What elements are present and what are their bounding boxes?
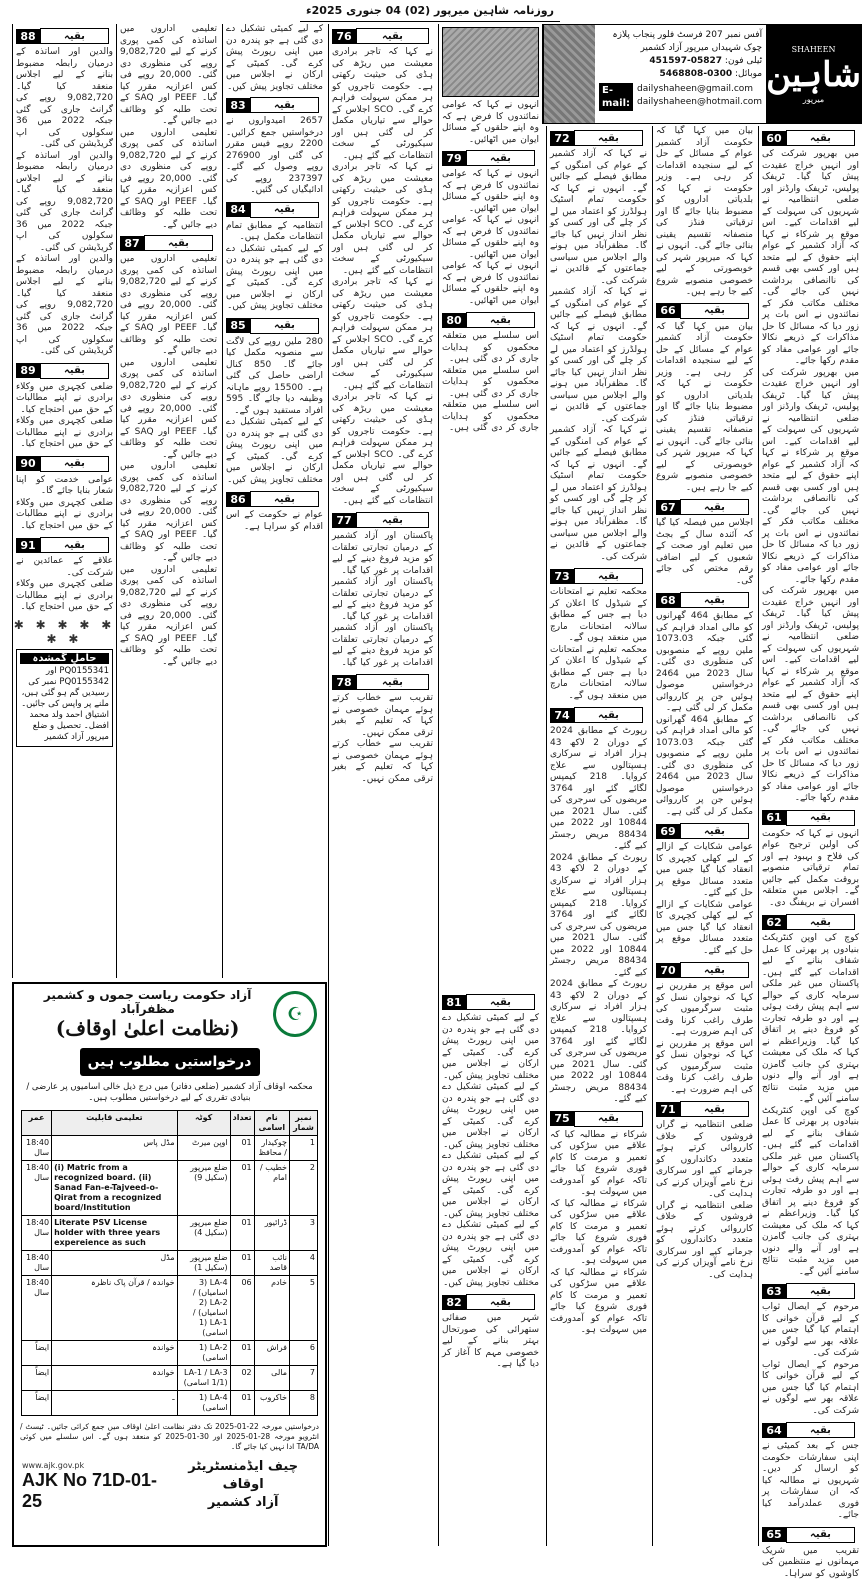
block-67: بقیہ 67 اجلاس میں فیصلہ کیا گیا کہ آئندہ سال کے بجٹ میں تعلیم اور صحت کے شعبوں کے لیے اضافی رقم مختص کی جائے گی۔ (653, 498, 756, 587)
block-77: بقیہ 77 پاکستان اور آزاد کشمیر کے درمیان تجارتی تعلقات کو مزید فروغ دینے کے لیے اقدامات پر غور کیا گیا۔ پاکستان اور آزاد کشمیر کے درمیان تجارتی تعلقات کو مزید فروغ دینے کے لیے اقدامات پر غور کیا گیا۔ پاکستان اور آزاد کشمیر کے درمیان تجارتی تعلقات کو مزید فروغ دینے کے لیے اقدامات پر غور کیا گیا۔ (329, 511, 436, 669)
column-4b-lower (438, 990, 542, 1546)
block-79: بقیہ 79 انہوں نے کہا کہ عوامی نمائندوں کا فرض ہے کہ وہ اپنے حلقوں کے مسائل ایوان میں اٹھائیں۔ انہوں نے کہا کہ عوامی نمائندوں کا فرض ہے کہ وہ اپنے حلقوں کے مسائل ایوان میں اٹھائیں۔ انہوں نے کہا کہ عوامی نمائندوں کا فرض ہے کہ وہ اپنے حلقوں کے مسائل ایوان میں اٹھائیں۔ (439, 149, 542, 307)
table-row: 4 نائب قاصد 01 ضلع میرپور (سکیل 1) مڈل 18:40 سال (22, 1251, 318, 1276)
block-83: بقیہ 83 2657 امیدواروں نے درخواستیں جمع کرائیں۔ 2200 روپے فیس مقرر کی گئی اور 276900 روپے وصول کیے گئے۔ 237397 روپے کی ادائیگیاں کی گئیں۔ (223, 96, 326, 197)
block-60: بقیہ 60 میں بھرپور شرکت کی اور انہیں خراج عقیدت پیش کیا گیا۔ ٹریفک پولیس، ٹریفک وارڈنز اور ضلعی انتظامیہ نے شہریوں کی سہولت کے لیے اقدامات کیے۔ اس موقع پر شرکاء نے کہا کہ آزاد کشمیر کے عوام اپنے حقوق کے لیے متحد ہیں اور کسی بھی قسم کی ناانصافی برداشت نہیں کی جائے گی۔ مختلف مکاتب فکر کے نمائندوں نے اس بات پر زور دیا کہ مسائل کا حل مذاکرات کے ذریعے نکالا جائے اور عوامی مفاد کو مقدم رکھا جائے۔ میں بھرپور شرکت کی اور انہیں خراج عقیدت پیش کیا گیا۔ ٹریفک پولیس، ٹریفک وارڈنز اور ضلعی انتظامیہ نے شہریوں کی سہولت کے لیے اقدامات کیے۔ اس موقع پر شرکاء نے کہا کہ آزاد کشمیر کے عوام اپنے حقوق کے لیے متحد ہیں اور کسی بھی قسم کی ناانصافی برداشت نہیں کی جائے گی۔ مختلف مکاتب فکر کے نمائندوں نے اس بات پر زور دیا کہ مسائل کا حل مذاکرات کے ذریعے نکالا جائے اور عوامی مفاد کو مقدم رکھا جائے۔ میں بھرپور شرکت کی اور انہیں خراج عقیدت پیش کیا گیا۔ ٹریفک پولیس، ٹریفک وارڈنز اور ضلعی انتظامیہ نے شہریوں کی سہولت کے لیے اقدامات کیے۔ اس موقع پر شرکاء نے کہا کہ آزاد کشمیر کے عوام اپنے حقوق کے لیے متحد ہیں اور کسی بھی قسم کی ناانصافی برداشت نہیں کی جائے گی۔ مختلف مکاتب فکر کے نمائندوں نے اس بات پر زور دیا کہ مسائل کا حل مذاکرات کے ذریعے نکالا جائے اور عوامی مفاد کو مقدم رکھا جائے۔ (759, 129, 862, 805)
website-link[interactable]: www.ajk.gov.pk (22, 1461, 169, 1470)
block-69: بقیہ 69 عوامی شکایات کے ازالے کے لیے کھلی کچہری کا انعقاد کیا گیا جس میں متعدد مسائل موقع پر حل کیے گئے۔ عوامی شکایات کے ازالے کے لیے کھلی کچہری کا انعقاد کیا گیا جس میں متعدد مسائل موقع پر حل کیے گئے۔ (653, 822, 756, 957)
block-82: بقیہ 82 شہر میں صفائی ستھرائی کی صورتحال بہتر بنانے کے لیے خصوصی مہم کا آغاز کر دیا گیا ہے۔ (439, 1293, 542, 1371)
phone-number: 05827-451597 (649, 56, 722, 66)
jobs-header-row: نمبر شمار نام اسامی تعداد کوٹہ تعلیمی قابلیت عمر (22, 1111, 318, 1136)
column-2 (652, 126, 756, 1546)
block-72: بقیہ 72 نے کہا کہ آزاد کشمیر کے عوام کی امنگوں کے مطابق فیصلے کیے جائیں گے۔ انہوں نے کہا کہ حکومت تمام اسٹیک ہولڈرز کو اعتماد میں لے کر چلے گی اور کسی کو نظر انداز نہیں کیا جائے گا۔ مظفرآباد میں ہونے والے اجلاس میں سیاسی جماعتوں کے قائدین نے شرکت کی۔ نے کہا کہ آزاد کشمیر کے عوام کی امنگوں کے مطابق فیصلے کیے جائیں گے۔ انہوں نے کہا کہ حکومت تمام اسٹیک ہولڈرز کو اعتماد میں لے کر چلے گی اور کسی کو نظر انداز نہیں کیا جائے گا۔ مظفرآباد میں ہونے والے اجلاس میں سیاسی جماعتوں کے قائدین نے شرکت کی۔ نے کہا کہ آزاد کشمیر کے عوام کی امنگوں کے مطابق فیصلے کیے جائیں گے۔ انہوں نے کہا کہ حکومت تمام اسٹیک ہولڈرز کو اعتماد میں لے کر چلے گی اور کسی کو نظر انداز نہیں کیا جائے گا۔ مظفرآباد میں ہونے والے اجلاس میں سیاسی جماعتوں کے قائدین نے شرکت کی۔ (547, 129, 650, 563)
divider-stars: ✱ ✱ ✱ ✱ ✱ ✱ ✱ (13, 618, 116, 646)
jobs-table (21, 1110, 318, 1416)
block-64: بقیہ 64 جس کے بعد کمیٹی نے اپنی سفارشات حکومت کو ارسال کر دیں۔ شہریوں نے مطالبہ کیا کہ ان سفارشات پر فوری عملدرآمد کیا جائے۔ (759, 1421, 862, 1522)
lost-notice-heading: حاملِ گمشدہ (20, 653, 109, 664)
block-65: بقیہ 65 تقریب میں شریک مہمانوں نے منتظمین کی کاوشوں کو سراہا۔ (759, 1526, 862, 1580)
column-5: کے لیے کمیٹی تشکیل دے دی گئی ہے جو پندرہ دن میں اپنی رپورٹ پیش کرے گی۔ کمیٹی کے ارکان نے اجلاس میں مختلف تجاویز پیش کیں۔ بقیہ 83 2657 امیدواروں نے درخواستیں جمع کرائیں۔ 2200 روپے فیس مقرر کی گئی اور 276900 روپے وصول کیے گئے۔ 237397 روپے کی ادائیگیاں کی گئیں۔ بقیہ 84 انتظامیہ کے مطابق تمام انتظامات مکمل ہیں۔ کے لیے کمیٹی تشکیل دے دی گئی ہے جو پندرہ دن میں اپنی رپورٹ پیش کرے گی۔ کمیٹی کے ارکان نے اجلاس میں مختلف تجاویز پیش کیں۔ بقیہ 85 280 ملین روپے کی لاگت سے منصوبہ مکمل کیا جائے گا۔ 850 کنال اراضی حاصل کی گئی ہے۔ 15500 روپے ماہانہ وظیفہ دیا جائے گا۔ 595 افراد مستفید ہوں گے۔ کے لیے کمیٹی تشکیل دے دی گئی ہے جو پندرہ دن میں اپنی رپورٹ پیش کرے گی۔ کمیٹی کے ارکان نے اجلاس میں مختلف تجاویز پیش کیں۔ بقیہ 86 عوام نے حکومت کے اس اقدام کو سراہا ہے۔ (222, 24, 326, 978)
block-62: بقیہ 62 کوچ کی اوپن کنٹریکٹ بنیادوں پر بھرتی کا عمل شفاف بنانے کے لیے اقدامات کیے گئے ہیں۔ پاکستان میں غیر ملکی سرمایہ کاری کے حوالے سے اہم پیش رفت ہوئی ہے اور دو طرفہ تجارت کو فروغ دینے پر اتفاق کیا گیا۔ وزیراعظم نے کہا کہ ملک کی معیشت بہتری کی جانب گامزن ہے اور آنے والے دنوں میں مزید مثبت نتائج سامنے آئیں گے۔ کوچ کی اوپن کنٹریکٹ بنیادوں پر بھرتی کا عمل شفاف بنانے کے لیے اقدامات کیے گئے ہیں۔ پاکستان میں غیر ملکی سرمایہ کاری کے حوالے سے اہم پیش رفت ہوئی ہے اور دو طرفہ تجارت کو فروغ دینے پر اتفاق کیا گیا۔ وزیراعظم نے کہا کہ ملک کی معیشت بہتری کی جانب گامزن ہے اور آنے والے دنوں میں مزید مثبت نتائج سامنے آئیں گے۔ (759, 913, 862, 1278)
masthead (542, 24, 862, 124)
job-advertisement (12, 982, 327, 1547)
mobile-row: موبائل: 0300-5468808 (599, 68, 762, 81)
block-61: بقیہ 61 انہوں نے کہا کہ حکومت کی اولین ترجیح عوام کی فلاح و بہبود ہے اور تمام ترقیاتی منصوبے بروقت مکمل کیے جائیں گے۔ اجلاس میں متعلقہ افسران نے بریفنگ دی۔ (759, 809, 862, 910)
block-84: بقیہ 84 انتظامیہ کے مطابق تمام انتظامات مکمل ہیں۔ کے لیے کمیٹی تشکیل دے دی گئی ہے جو پندرہ دن میں اپنی رپورٹ پیش کرے گی۔ کمیٹی کے ارکان نے اجلاس میں مختلف تجاویز پیش کیں۔ (223, 201, 326, 313)
block-number: 60 (762, 131, 786, 146)
block-89: بقیہ 89 ضلعی کچہری میں وکلاء برادری نے اپنے مطالبات کے حق میں احتجاج کیا۔ ضلعی کچہری میں وکلاء برادری نے اپنے مطالبات کے حق میں احتجاج کیا۔ (13, 362, 116, 451)
block-73: بقیہ 73 محکمہ تعلیم نے امتحانات کے شیڈول کا اعلان کر دیا ہے جس کے مطابق سالانہ امتحانات مارچ میں منعقد ہوں گے۔ محکمہ تعلیم نے امتحانات کے شیڈول کا اعلان کر دیا ہے جس کے مطابق سالانہ امتحانات مارچ میں منعقد ہوں گے۔ (547, 567, 650, 702)
block-86: بقیہ 86 عوام نے حکومت کے اس اقدام کو سراہا ہے۔ (223, 490, 326, 533)
column-7 (12, 24, 116, 978)
block-70: بقیہ 70 اس موقع پر مقررین نے کہا کہ نوجوان نسل کو مثبت سرگرمیوں کی طرف راغب کرنا وقت کی اہم ضرورت ہے۔ اس موقع پر مقررین نے کہا کہ نوجوان نسل کو مثبت سرگرمیوں کی طرف راغب کرنا وقت کی اہم ضرورت ہے۔ (653, 961, 756, 1096)
ad-terms: درخواستیں مورخہ 22-01-2025 تک دفتر نظامت اعلیٰ اوقاف میں جمع کرائی جائیں۔ ٹیسٹ / انٹرویو مورخہ 28-01-2025 اور 30-01-2025 کو منعقد ہوں گے۔ اس سلسلے میں کوئی TA/DA ادا نہیں کیا جائے گا۔ (14, 1420, 325, 1454)
block-78: بقیہ 78 تقریب سے خطاب کرتے ہوئے مہمان خصوصی نے کہا کہ تعلیم کے بغیر ترقی ممکن نہیں۔ تقریب سے خطاب کرتے ہوئے مہمان خصوصی نے کہا کہ تعلیم کے بغیر ترقی ممکن نہیں۔ (329, 673, 436, 785)
table-row: 5 خادم 06 LA-4 (3 اسامیاں) / LA-2 (2 اسامیاں) / LA-1 (1 اسامی) خواندہ / قرآن پاک ناظرہ 18:40 سال (22, 1276, 318, 1341)
mobile-number: 0300-5468808 (659, 69, 732, 79)
email-row (599, 83, 762, 111)
ad-intro: محکمہ اوقاف آزاد کشمیر (ضلعی دفاتر) میں درج ذیل خالی اسامیوں پر عارضی / بنیادی تقرری کے لیے درخواستیں مطلوب ہیں۔ (14, 1080, 325, 1106)
gov-line: آزاد حکومت ریاست جموں و کشمیر مظفرآباد (22, 988, 273, 1016)
block-74: بقیہ 74 رپورٹ کے مطابق 2024 کے دوران 2 لاکھ 43 ہزار افراد نے سرکاری ہسپتالوں سے علاج کروایا۔ 218 کیمپس لگائے گئے اور 3764 مریضوں کی سرجری کی گئی۔ سال 2021 میں 10844 اور 2022 میں 88434 مریض رجسٹر کیے گئے۔ رپورٹ کے مطابق 2024 کے دوران 2 لاکھ 43 ہزار افراد نے سرکاری ہسپتالوں سے علاج کروایا۔ 218 کیمپس لگائے گئے اور 3764 مریضوں کی سرجری کی گئی۔ سال 2021 میں 10844 اور 2022 میں 88434 مریض رجسٹر کیے گئے۔ رپورٹ کے مطابق 2024 کے دوران 2 لاکھ 43 ہزار افراد نے سرکاری ہسپتالوں سے علاج کروایا۔ 218 کیمپس لگائے گئے اور 3764 مریضوں کی سرجری کی گئی۔ سال 2021 میں 10844 اور 2022 میں 88434 مریض رجسٹر کیے گئے۔ (547, 706, 650, 1106)
block-68: بقیہ 68 کے مطابق 464 گھرانوں کو مالی امداد فراہم کی گئی جبکہ 1073.03 ملین روپے کے منصوبوں کی منظوری دی گئی۔ سال 2023 میں 2464 درخواستیں موصول ہوئیں جن پر کارروائی مکمل کر لی گئی ہے۔ کے مطابق 464 گھرانوں کو مالی امداد فراہم کی گئی جبکہ 1073.03 ملین روپے کے منصوبوں کی منظوری دی گئی۔ سال 2023 میں 2464 درخواستیں موصول ہوئیں جن پر کارروائی مکمل کر لی گئی ہے۔ (653, 591, 756, 818)
email-2[interactable]: dailyshaheen@hotmail.com (637, 96, 762, 109)
block-66: بقیہ 66 بیان میں کہا گیا کہ حکومت آزاد کشمیر عوام کے مسائل کے حل کے لیے سنجیدہ اقدامات کر رہی ہے۔ وزیر حکومت نے کہا کہ بلدیاتی اداروں کو مضبوط بنایا جائے گا اور ترقیاتی فنڈز کی منصفانہ تقسیم یقینی بنائی جائے گی۔ انہوں نے کہا کہ میرپور شہر کی خوبصورتی کے لیے خصوصی منصوبے شروع کیے جا رہے ہیں۔ (653, 302, 756, 495)
applications-banner: درخواستیں مطلوب ہیں (80, 1048, 260, 1076)
brand-en: SHAHEEN (792, 45, 836, 54)
ad-number: AJK No 71D-01-25 (22, 1470, 169, 1512)
column-3 (546, 126, 650, 1546)
department-title: (نظامت اعلیٰ اوقاف) (22, 1016, 273, 1040)
dateline: روزنامہ شاہین میرپور (02) 04 جنوری 2025ء (300, 4, 560, 22)
block-91: بقیہ 91 علاقے کے عمائدین نے شرکت کی۔ ضلعی کچہری میں وکلاء برادری نے اپنے مطالبات کے حق میں احتجاج کیا۔ (13, 536, 116, 614)
block-76: بقیہ 76 نے کہا کہ تاجر برادری معیشت میں ریڑھ کی ہڈی کی حیثیت رکھتی ہے۔ حکومت تاجروں کو ہر ممکن سہولت فراہم کرے گی۔ SCO اجلاس کے حوالے سے تیاریاں مکمل کر لی گئی ہیں اور سیکیورٹی کے سخت انتظامات کیے گئے ہیں۔ نے کہا کہ تاجر برادری معیشت میں ریڑھ کی ہڈی کی حیثیت رکھتی ہے۔ حکومت تاجروں کو ہر ممکن سہولت فراہم کرے گی۔ SCO اجلاس کے حوالے سے تیاریاں مکمل کر لی گئی ہیں اور سیکیورٹی کے سخت انتظامات کیے گئے ہیں۔ نے کہا کہ تاجر برادری معیشت میں ریڑھ کی ہڈی کی حیثیت رکھتی ہے۔ حکومت تاجروں کو ہر ممکن سہولت فراہم کرے گی۔ SCO اجلاس کے حوالے سے تیاریاں مکمل کر لی گئی ہیں اور سیکیورٹی کے سخت انتظامات کیے گئے ہیں۔ نے کہا کہ تاجر برادری معیشت میں ریڑھ کی ہڈی کی حیثیت رکھتی ہے۔ حکومت تاجروں کو ہر ممکن سہولت فراہم کرے گی۔ SCO اجلاس کے حوالے سے تیاریاں مکمل کر لی گئی ہیں اور سیکیورٹی کے سخت انتظامات کیے گئے ہیں۔ (329, 27, 436, 507)
block-88: بقیہ 88 والدین اور اساتذہ کے درمیان رابطہ مضبوط بنانے کے لیے اجلاس منعقد کیا گیا۔ 9,082,720 روپے کی گرانٹ جاری کی گئی جبکہ 2022 میں 36 سکولوں کی اپ گریڈیشن کی گئی۔ والدین اور اساتذہ کے درمیان رابطہ مضبوط بنانے کے لیے اجلاس منعقد کیا گیا۔ 9,082,720 روپے کی گرانٹ جاری کی گئی جبکہ 2022 میں 36 سکولوں کی اپ گریڈیشن کی گئی۔ والدین اور اساتذہ کے درمیان رابطہ مضبوط بنانے کے لیے اجلاس منعقد کیا گیا۔ 9,082,720 روپے کی گرانٹ جاری کی گئی جبکہ 2022 میں 36 سکولوں کی اپ گریڈیشن کی گئی۔ (13, 27, 116, 358)
table-row: 3 ڈرائیور 01 ضلع میرپور (سکیل 4) Literate PSV License holder with three years expereience as such 18:40 سال (22, 1216, 318, 1251)
block-81: بقیہ 81 کے لیے کمیٹی تشکیل دے دی گئی ہے جو پندرہ دن میں اپنی رپورٹ پیش کرے گی۔ کمیٹی کے ارکان نے اجلاس میں مختلف تجاویز پیش کیں۔ کے لیے کمیٹی تشکیل دے دی گئی ہے جو پندرہ دن میں اپنی رپورٹ پیش کرے گی۔ کمیٹی کے ارکان نے اجلاس میں مختلف تجاویز پیش کیں۔ کے لیے کمیٹی تشکیل دے دی گئی ہے جو پندرہ دن میں اپنی رپورٹ پیش کرے گی۔ کمیٹی کے ارکان نے اجلاس میں مختلف تجاویز پیش کیں۔ کے لیے کمیٹی تشکیل دے دی گئی ہے جو پندرہ دن میں اپنی رپورٹ پیش کرے گی۔ کمیٹی کے ارکان نے اجلاس میں مختلف تجاویز پیش کیں۔ (439, 993, 542, 1289)
tagline: میرپور (803, 95, 824, 104)
signatory: چیف ایڈمنسٹریٹر اوقاف آزاد کشمیر (169, 1458, 317, 1512)
column-1 (758, 126, 862, 1546)
table-row: 7 مالی 02 LA-1 / LA-3 (1/1 اسامی) خواندہ ایضاً (22, 1366, 318, 1391)
news-photo (442, 27, 539, 97)
paper-name: شاہین (766, 54, 861, 95)
block-75: بقیہ 75 شرکاء نے مطالبہ کیا کہ علاقے میں سڑکوں کی تعمیر و مرمت کا کام فوری شروع کیا جائے تاکہ عوام کو آمدورفت میں سہولت ہو۔ شرکاء نے مطالبہ کیا کہ علاقے میں سڑکوں کی تعمیر و مرمت کا کام فوری شروع کیا جائے تاکہ عوام کو آمدورفت میں سہولت ہو۔ شرکاء نے مطالبہ کیا کہ علاقے میں سڑکوں کی تعمیر و مرمت کا کام فوری شروع کیا جائے تاکہ عوام کو آمدورفت میں سہولت ہو۔ (547, 1110, 650, 1337)
email-1[interactable]: dailyshaheen@gmail.com (637, 83, 762, 96)
lost-notice (16, 649, 113, 747)
email-label: E-mail: (599, 83, 633, 111)
office-address: آفس نمبر 207 فرسٹ فلور پنجاب پلازہ چوک شہیداں میرپور آزاد کشمیر (599, 29, 762, 55)
column-5-lower (328, 990, 436, 1546)
block-85: بقیہ 85 280 ملین روپے کی لاگت سے منصوبہ مکمل کیا جائے گا۔ 850 کنال اراضی حاصل کی گئی ہے۔ 15500 روپے ماہانہ وظیفہ دیا جائے گا۔ 595 افراد مستفید ہوں گے۔ کے لیے کمیٹی تشکیل دے دی گئی ہے جو پندرہ دن میں اپنی رپورٹ پیش کرے گی۔ کمیٹی کے ارکان نے اجلاس میں مختلف تجاویز پیش کیں۔ (223, 317, 326, 487)
block-87: بقیہ 87 تعلیمی اداروں میں اساتذہ کی کمی پوری کرنے کے لیے 9,082,720 روپے کی منظوری دی گئی۔ 20,000 روپے فی کس اعزازیہ مقرر کیا گیا۔ PEEF اور SAQ کے تحت طلبہ کو وظائف دیے جائیں گے۔ تعلیمی اداروں میں اساتذہ کی کمی پوری کرنے کے لیے 9,082,720 روپے کی منظوری دی گئی۔ 20,000 روپے فی کس اعزازیہ مقرر کیا گیا۔ PEEF اور SAQ کے تحت طلبہ کو وظائف دیے جائیں گے۔ تعلیمی اداروں میں اساتذہ کی کمی پوری کرنے کے لیے 9,082,720 روپے کی منظوری دی گئی۔ 20,000 روپے فی کس اعزازیہ مقرر کیا گیا۔ PEEF اور SAQ کے تحت طلبہ کو وظائف دیے جائیں گے۔ تعلیمی اداروں میں اساتذہ کی کمی پوری کرنے کے لیے 9,082,720 روپے کی منظوری دی گئی۔ 20,000 روپے فی کس اعزازیہ مقرر کیا گیا۔ PEEF اور SAQ کے تحت طلبہ کو وظائف دیے جائیں گے۔ (117, 234, 220, 668)
column-6: تعلیمی اداروں میں اساتذہ کی کمی پوری کرنے کے لیے 9,082,720 روپے کی منظوری دی گئی۔ 20,000 روپے فی کس اعزازیہ مقرر کیا گیا۔ PEEF اور SAQ کے تحت طلبہ کو وظائف دیے جائیں گے۔ تعلیمی اداروں میں اساتذہ کی کمی پوری کرنے کے لیے 9,082,720 روپے کی منظوری دی گئی۔ 20,000 روپے فی کس اعزازیہ مقرر کیا گیا۔ PEEF اور SAQ کے تحت طلبہ کو وظائف دیے جائیں گے۔ بقیہ 87 تعلیمی اداروں میں اساتذہ کی کمی پوری کرنے کے لیے 9,082,720 روپے کی منظوری دی گئی۔ 20,000 روپے فی کس اعزازیہ مقرر کیا گیا۔ PEEF اور SAQ کے تحت طلبہ کو وظائف دیے جائیں گے۔ تعلیمی اداروں میں اساتذہ کی کمی پوری کرنے کے لیے 9,082,720 روپے کی منظوری دی گئی۔ 20,000 روپے فی کس اعزازیہ مقرر کیا گیا۔ PEEF اور SAQ کے تحت طلبہ کو وظائف دیے جائیں گے۔ تعلیمی اداروں میں اساتذہ کی کمی پوری کرنے کے لیے 9,082,720 روپے کی منظوری دی گئی۔ 20,000 روپے فی کس اعزازیہ مقرر کیا گیا۔ PEEF اور SAQ کے تحت طلبہ کو وظائف دیے جائیں گے۔ تعلیمی اداروں میں اساتذہ کی کمی پوری کرنے کے لیے 9,082,720 روپے کی منظوری دی گئی۔ 20,000 روپے فی کس اعزازیہ مقرر کیا گیا۔ PEEF اور SAQ کے تحت طلبہ کو وظائف دیے جائیں گے۔ (116, 24, 220, 978)
ad-footer (14, 1454, 325, 1516)
ajk-seal-icon: ☪ (273, 991, 317, 1037)
article-text: میں بھرپور شرکت کی اور انہیں خراج عقیدت پیش کیا گیا۔ ٹریفک پولیس، ٹریفک وارڈنز اور ضلعی انتظامیہ نے شہریوں کی سہولت کے لیے اقدامات کیے۔ اس موقع پر شرکاء نے کہا کہ آزاد کشمیر کے عوام اپنے حقوق کے لیے متحد ہیں اور کسی بھی قسم کی ناانصافی برداشت نہیں کی جائے گی۔ مختلف مکاتب فکر کے نمائندوں نے اس بات پر زور دیا کہ مسائل کا حل مذاکرات کے ذریعے نکالا جائے اور عوامی مفاد کو مقدم رکھا جائے۔ (759, 149, 862, 368)
article-text: بیان میں کہا گیا کہ حکومت آزاد کشمیر عوام کے مسائل کے حل کے لیے سنجیدہ اقدامات کر رہی ہے۔ وزیر حکومت نے کہا کہ بلدیاتی اداروں کو مضبوط بنایا جائے گا اور ترقیاتی فنڈز کی منصفانہ تقسیم یقینی بنائی جائے گی۔ انہوں نے کہا کہ میرپور شہر کی خوبصورتی کے لیے خصوصی منصوبے شروع کیے جا رہے ہیں۔ (653, 126, 756, 299)
ad-header (14, 984, 325, 1044)
lost-notice-text: PQ0155341 اور PQ0155342 نمبر کی رسیدیں گم ہو گئی ہیں، ملنے پر واپس کی جائیں۔ اشتیاق احمد ولد محمد افضل۔ تحصیل و ضلع میرپور آزاد کشمیر (20, 666, 109, 743)
table-row: 8 خاکروب 01 LA-4 (1 اسامی) ـ ایضاً (22, 1391, 318, 1416)
block-63: بقیہ 63 مرحوم کے ایصال ثواب کے لیے قرآن خوانی کا اہتمام کیا گیا جس میں علاقہ بھر سے لوگوں نے شرکت کی۔ مرحوم کے ایصال ثواب کے لیے قرآن خوانی کا اہتمام کیا گیا جس میں علاقہ بھر سے لوگوں نے شرکت کی۔ (759, 1282, 862, 1417)
masthead-info (595, 25, 766, 123)
table-row: 6 فراش 01 LA-2 (1 اسامی) خواندہ ایضاً (22, 1341, 318, 1366)
eagle-photo (543, 25, 595, 123)
column-4b: انہوں نے کہا کہ عوامی نمائندوں کا فرض ہے کہ وہ اپنے حلقوں کے مسائل ایوان میں اٹھائیں۔ بقیہ 79 انہوں نے کہا کہ عوامی نمائندوں کا فرض ہے کہ وہ اپنے حلقوں کے مسائل ایوان میں اٹھائیں۔ انہوں نے کہا کہ عوامی نمائندوں کا فرض ہے کہ وہ اپنے حلقوں کے مسائل ایوان میں اٹھائیں۔ انہوں نے کہا کہ عوامی نمائندوں کا فرض ہے کہ وہ اپنے حلقوں کے مسائل ایوان میں اٹھائیں۔ بقیہ 80 اس سلسلے میں متعلقہ محکموں کو ہدایات جاری کر دی گئی ہیں۔ اس سلسلے میں متعلقہ محکموں کو ہدایات جاری کر دی گئی ہیں۔ اس سلسلے میں متعلقہ محکموں کو ہدایات جاری کر دی گئی ہیں۔ (438, 24, 542, 1546)
block-80: بقیہ 80 اس سلسلے میں متعلقہ محکموں کو ہدایات جاری کر دی گئی ہیں۔ اس سلسلے میں متعلقہ محکموں کو ہدایات جاری کر دی گئی ہیں۔ اس سلسلے میں متعلقہ محکموں کو ہدایات جاری کر دی گئی ہیں۔ (439, 311, 542, 435)
phone-row: ٹیلی فون: 05827-451597 (599, 55, 762, 68)
block-90: بقیہ 90 عوامی خدمت کو اپنا شعار بنایا جائے گا۔ ضلعی کچہری میں وکلاء برادری نے اپنے مطالبات کے حق میں احتجاج کیا۔ (13, 455, 116, 533)
masthead-logo (766, 25, 861, 123)
block-71: بقیہ 71 ضلعی انتظامیہ نے گراں فروشوں کے خلاف کارروائی کرتے ہوئے متعدد دکانداروں کو جرمانے کیے اور سرکاری نرخ نامے آویزاں کرنے کی ہدایت کی۔ ضلعی انتظامیہ نے گراں فروشوں کے خلاف کارروائی کرتے ہوئے متعدد دکانداروں کو جرمانے کیے اور سرکاری نرخ نامے آویزاں کرنے کی ہدایت کی۔ (653, 1100, 756, 1281)
table-row: 2 خطیب / امام 01 ضلع میرپور (سکیل 9) (i) Matric from a recognized board. (ii) Sanad Fan-e-Tajveed-o-Qirat from a recognized board/Institution 18:40 سال (22, 1161, 318, 1216)
table-row: 1 چوکیدار / محافظ 01 اوپن میرٹ مڈل پاس 18:40 سال (22, 1136, 318, 1161)
